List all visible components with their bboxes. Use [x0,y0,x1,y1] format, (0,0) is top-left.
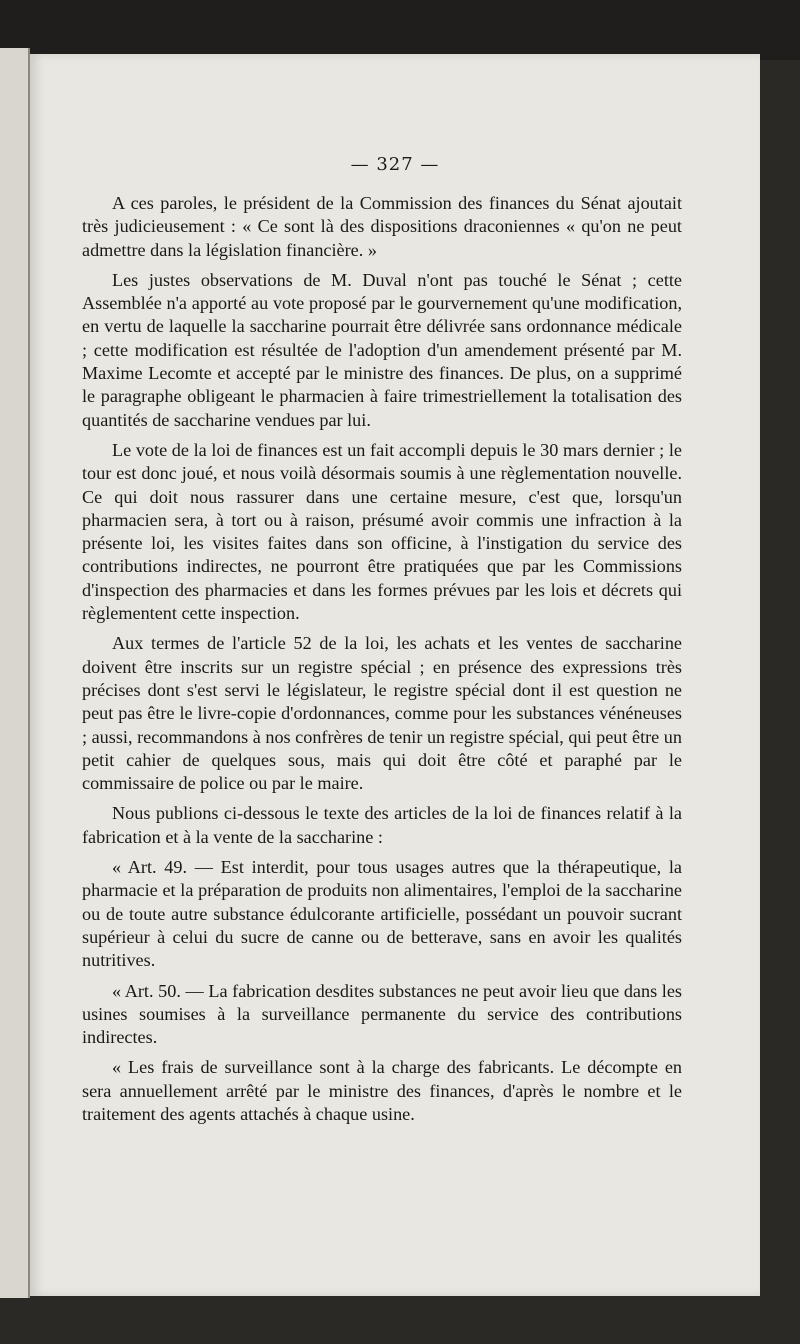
law-article-49: « Art. 49. — Est interdit, pour tous usages autres que la thérapeutique, la pharmacie et la préparation de produits non alimentaires, l'emploi de la saccharine ou de toute autre substance édulcorante artificielle, possédant un pouvoir sucrant supérieur à celui du sucre de canne ou de betterave, sans en avoir les qualités nutritives. [82,857,682,971]
paragraph: Les justes observations de M. Duval n'ont pas touché le Sénat ; cette Assemblée n'a apporté au vote proposé par le gourvernement qu'une modification, en vertu de laquelle la saccharine pourrait être délivrée sans ordonnance médicale ; cette modification est résultée de l'adoption d'un amendement présenté par M. Maxime Lecomte et accepté par le ministre des finances. De plus, on a supprimé le paragraphe obligeant le pharmacien à faire trimestriellement la totalisation des quantités de saccharine vendues par lui. [82,269,682,430]
law-article-50-costs: « Les frais de surveillance sont à la charge des fabricants. Le décompte en sera annuellement arrêté par le ministre des finances, d'après le nombre et le traitement des agents attachés à chaque usine. [82,1057,682,1124]
paragraph: A ces paroles, le président de la Commission des finances du Sénat ajoutait très judicieusement : « Ce sont là des dispositions draconiennes « qu'on ne peut admettre dans la législation financière. » [82,193,682,260]
paragraph: Le vote de la loi de finances est un fait accompli depuis le 30 mars dernier ; le tour est donc joué, et nous voilà désormais soumis à une règlementation nouvelle. Ce qui doit nous rassurer dans une certaine mesure, c'est que, lorsqu'un pharmacien sera, à tort ou à raison, présumé avoir commis une infraction à la présente loi, les visites faites dans son officine, à l'instigation du service des contributions indirectes, ne pourront être pratiquées que par les Commissions d'inspection des pharmacies et dans les formes prévues par les lois et décrets qui règlementent cette inspection. [82,439,682,624]
body-text [82,192,682,1133]
book-page [30,54,760,1296]
paragraph: Nous publions ci-dessous le texte des articles de la loi de finances relatif à la fabrication et à la vente de la saccharine : [82,803,682,847]
law-article-50: « Art. 50. — La fabrication desdites substances ne peut avoir lieu que dans les usines soumises à la surveillance permanente du service des contributions indirectes. [82,980,682,1048]
page-number: — 327 — [350,154,440,175]
facing-page-edge [0,48,30,1298]
paragraph: Aux termes de l'article 52 de la loi, les achats et les ventes de saccharine doivent être inscrits sur un registre spécial ; en présence des expressions très précises dont s'est servi le législateur, le registre spécial dont il est question ne peut pas être le livre-copie d'ordonnances, comme pour les substances vénéneuses ; aussi, recommandons à nos confrères de tenir un registre spécial, qui peut être un petit cahier de quelques sous, mais qui doit être côté et paraphé par le commissaire de police ou par le maire. [82,633,682,794]
scan-background [0,0,800,60]
